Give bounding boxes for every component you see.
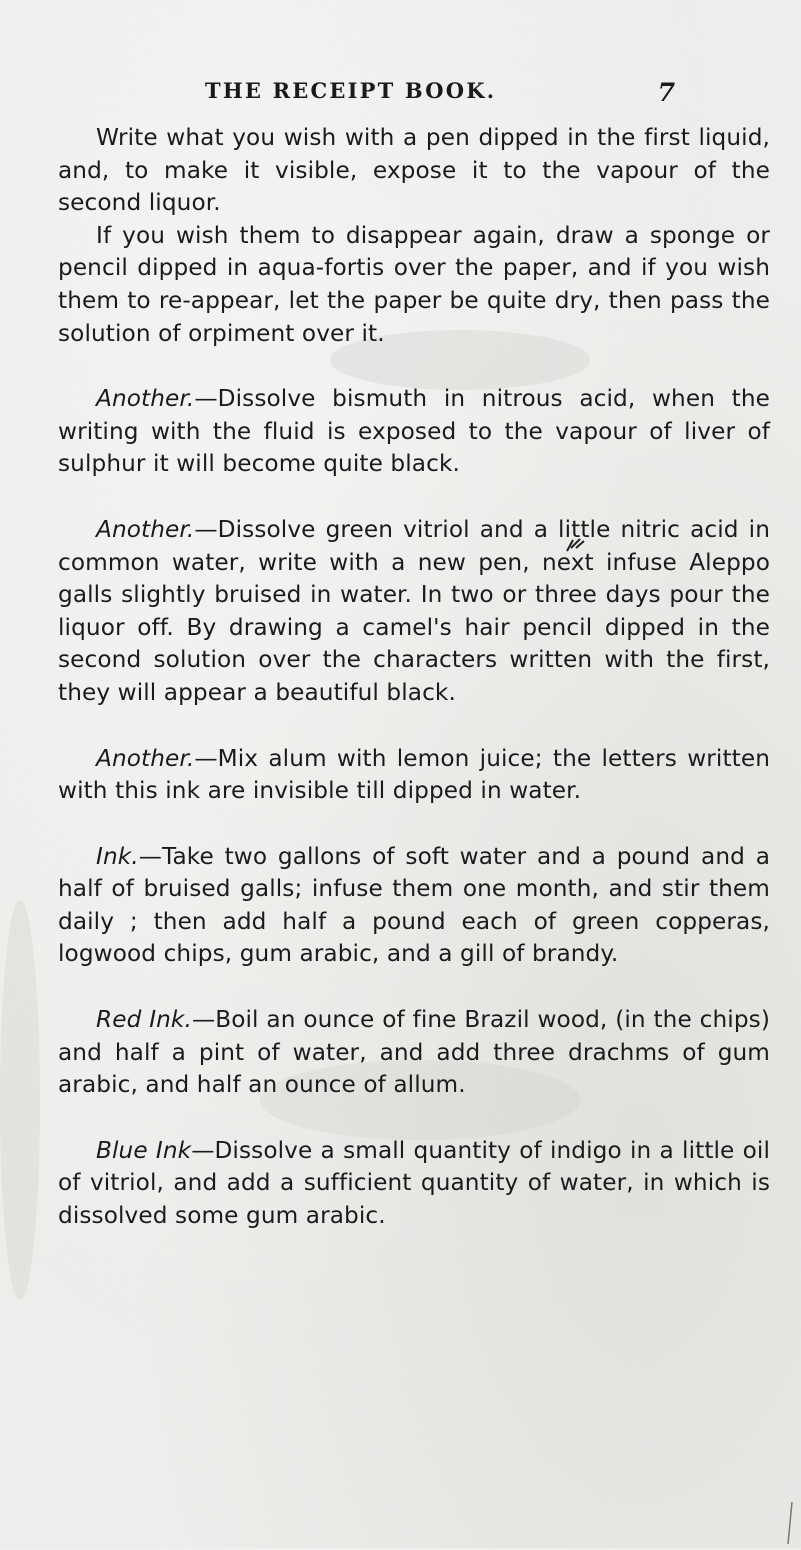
paragraph-text: —Boil an ounce of fine Brazil wood, (in the chips) and half a pint of water, and add three drachms of gum arabic, and half an ounce of allum. <box>58 1006 770 1099</box>
paragraph-heading: Another. <box>96 515 195 543</box>
paragraph <box>58 1004 770 1102</box>
paragraph-text: —Dissolve a small quantity of indigo in a little oil of vitriol, and add a sufficient quantity of water, in which is dissolved some gum arabic. <box>58 1136 770 1230</box>
paragraph-heading: Blue Ink <box>96 1136 192 1164</box>
paragraph-text: —Dissolve green vitriol and a little nitric acid in common water, write with a new pen, next infuse Aleppo galls slightly bruised in water. In two or three days pour the liquor off. By drawing a camel's hair pencil dipped in the second solution over the characters written with the first, they will appear a beautiful black. <box>58 515 770 706</box>
paragraph <box>58 514 770 710</box>
paragraph-heading: Ink. <box>96 842 139 870</box>
paragraph <box>58 1135 770 1233</box>
pencil-mark <box>782 1500 796 1546</box>
paragraph <box>58 220 770 350</box>
paragraph-heading: Red Ink. <box>96 1006 192 1034</box>
paragraph <box>58 743 770 808</box>
paragraph-text: —Take two gallons of soft water and a pound and a half of bruised galls; infuse them one month, and stir them daily ; then add half a pound each of green copperas, logwood chips, gum arabic, and a gill of brandy. <box>58 842 770 968</box>
paper-stain <box>0 900 40 1300</box>
paragraph-text: —Mix alum with lemon juice; the letters written with this ink are invisible till dipped in water. <box>58 744 770 805</box>
paragraph-heading: Another. <box>96 744 195 772</box>
paragraph-text: —Dissolve bismuth in nitrous acid, when the writing with the fluid is exposed to the vapour of liver of sulphur it will become quite black. <box>58 385 770 478</box>
paragraph-text: If you wish them to disappear again, draw a sponge or pencil dipped in aqua-fortis over the paper, and if you wish them to re-appear, let the paper be quite dry, then pass the solution of orpiment over it. <box>58 221 770 347</box>
paragraph <box>58 383 770 481</box>
page-number: 7 <box>657 78 675 107</box>
paragraph <box>58 841 770 971</box>
paragraph <box>58 122 770 220</box>
running-head <box>205 78 675 112</box>
body-text <box>58 122 770 1233</box>
running-title: THE RECEIPT BOOK. <box>205 78 497 103</box>
paragraph-heading: Another. <box>96 385 195 413</box>
paragraph-text: Write what you wish with a pen dipped in the first liquid, and, to make it visible, expose it to the vapour of the second liquor. <box>58 124 770 217</box>
